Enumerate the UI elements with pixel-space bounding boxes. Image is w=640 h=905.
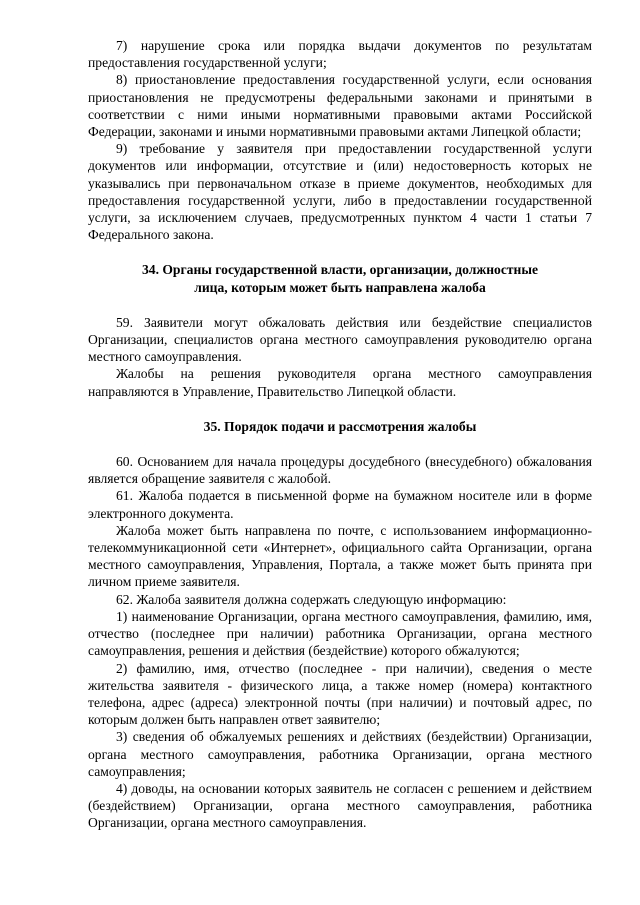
paragraph-62-item-1: 1) наименование Организации, органа местного самоуправления, фамилию, имя, отчество (последнее при наличии) работника Организации, органа местного самоуправления, решения и действия (бездействие) которого обжалуются; — [88, 608, 592, 659]
paragraph-appeals-head: Жалобы на решения руководителя органа местного самоуправления направляются в Управление, Правительство Липецкой области. — [88, 366, 592, 399]
paragraph-62-item-3: 3) сведения об обжалуемых решениях и действиях (бездействии) Организации, органа местного самоуправления, работника Организации, органа местного самоуправления; — [88, 729, 592, 779]
section-34-heading-line-1: 34. Органы государственной власти, организации, должностные — [141, 262, 539, 278]
paragraph-59: 59. Заявители могут обжаловать действия или бездействие специалистов Организации, специалистов органа местного самоуправления руководителю органа местного самоуправления. — [88, 314, 592, 365]
paragraph-62-item-4: 4) доводы, на основании которых заявитель не согласен с решением и действием (бездействием) Организации, органа местного самоуправления, работника Организации, органа местного самоуправления. — [88, 780, 592, 831]
section-34-heading-line-2: лица, которым может быть направлена жалоба — [194, 279, 486, 295]
paragraph-62: 62. Жалоба заявителя должна содержать следующую информацию: — [116, 591, 507, 607]
paragraph-61: 61. Жалоба подается в письменной форме на бумажном носителе или в форме электронного документа. — [88, 488, 592, 521]
paragraph-60: 60. Основанием для начала процедуры досудебного (внесудебного) обжалования является обращение заявителя с жалобой. — [88, 454, 592, 487]
section-35-body — [88, 453, 592, 831]
section-34-heading — [88, 261, 592, 295]
section-35-heading: 35. Порядок подачи и рассмотрения жалобы — [203, 418, 477, 434]
paragraph-item-8: 8) приостановление предоставления государственной услуги, если основания приостановления не предусмотрены федеральными законами и принятыми в соответствии с ними иными нормативными правовыми актами Российской Федерации, законами и иными нормативными правовыми актами Липецкой области; — [88, 72, 592, 140]
paragraph-62-item-2: 2) фамилию, имя, отчество (последнее - при наличии), сведения о месте жительства заявителя - физического лица, а также номер (номера) контактного телефона, адрес (адреса) электронной почты (при наличии) и почтовый адрес, по которым должен быть направлен ответ заявителю; — [88, 660, 592, 728]
paragraph-submission-methods: Жалоба может быть направлена по почте, с использованием информационно-телекоммуникационной сети «Интернет», официального сайта Организации, органа местного самоуправления, Управления, Портала, а также может быть принята при личном приеме заявителя. — [88, 522, 592, 590]
section-34-body — [88, 314, 592, 400]
paragraph-item-7: 7) нарушение срока или порядка выдачи документов по результатам предоставления государственной услуги; — [88, 38, 592, 71]
paragraph-item-9: 9) требование у заявителя при предоставлении государственной услуги документов или информации, отсутствие и (или) недостоверность которых не указывались при первоначальном отказе в приеме документов, необходимых для предоставления государственной услуги, либо в предоставлении государственной услуги, за исключением случаев, предусмотренных пунктом 4 части 1 статьи 7 Федерального закона. — [88, 141, 592, 243]
